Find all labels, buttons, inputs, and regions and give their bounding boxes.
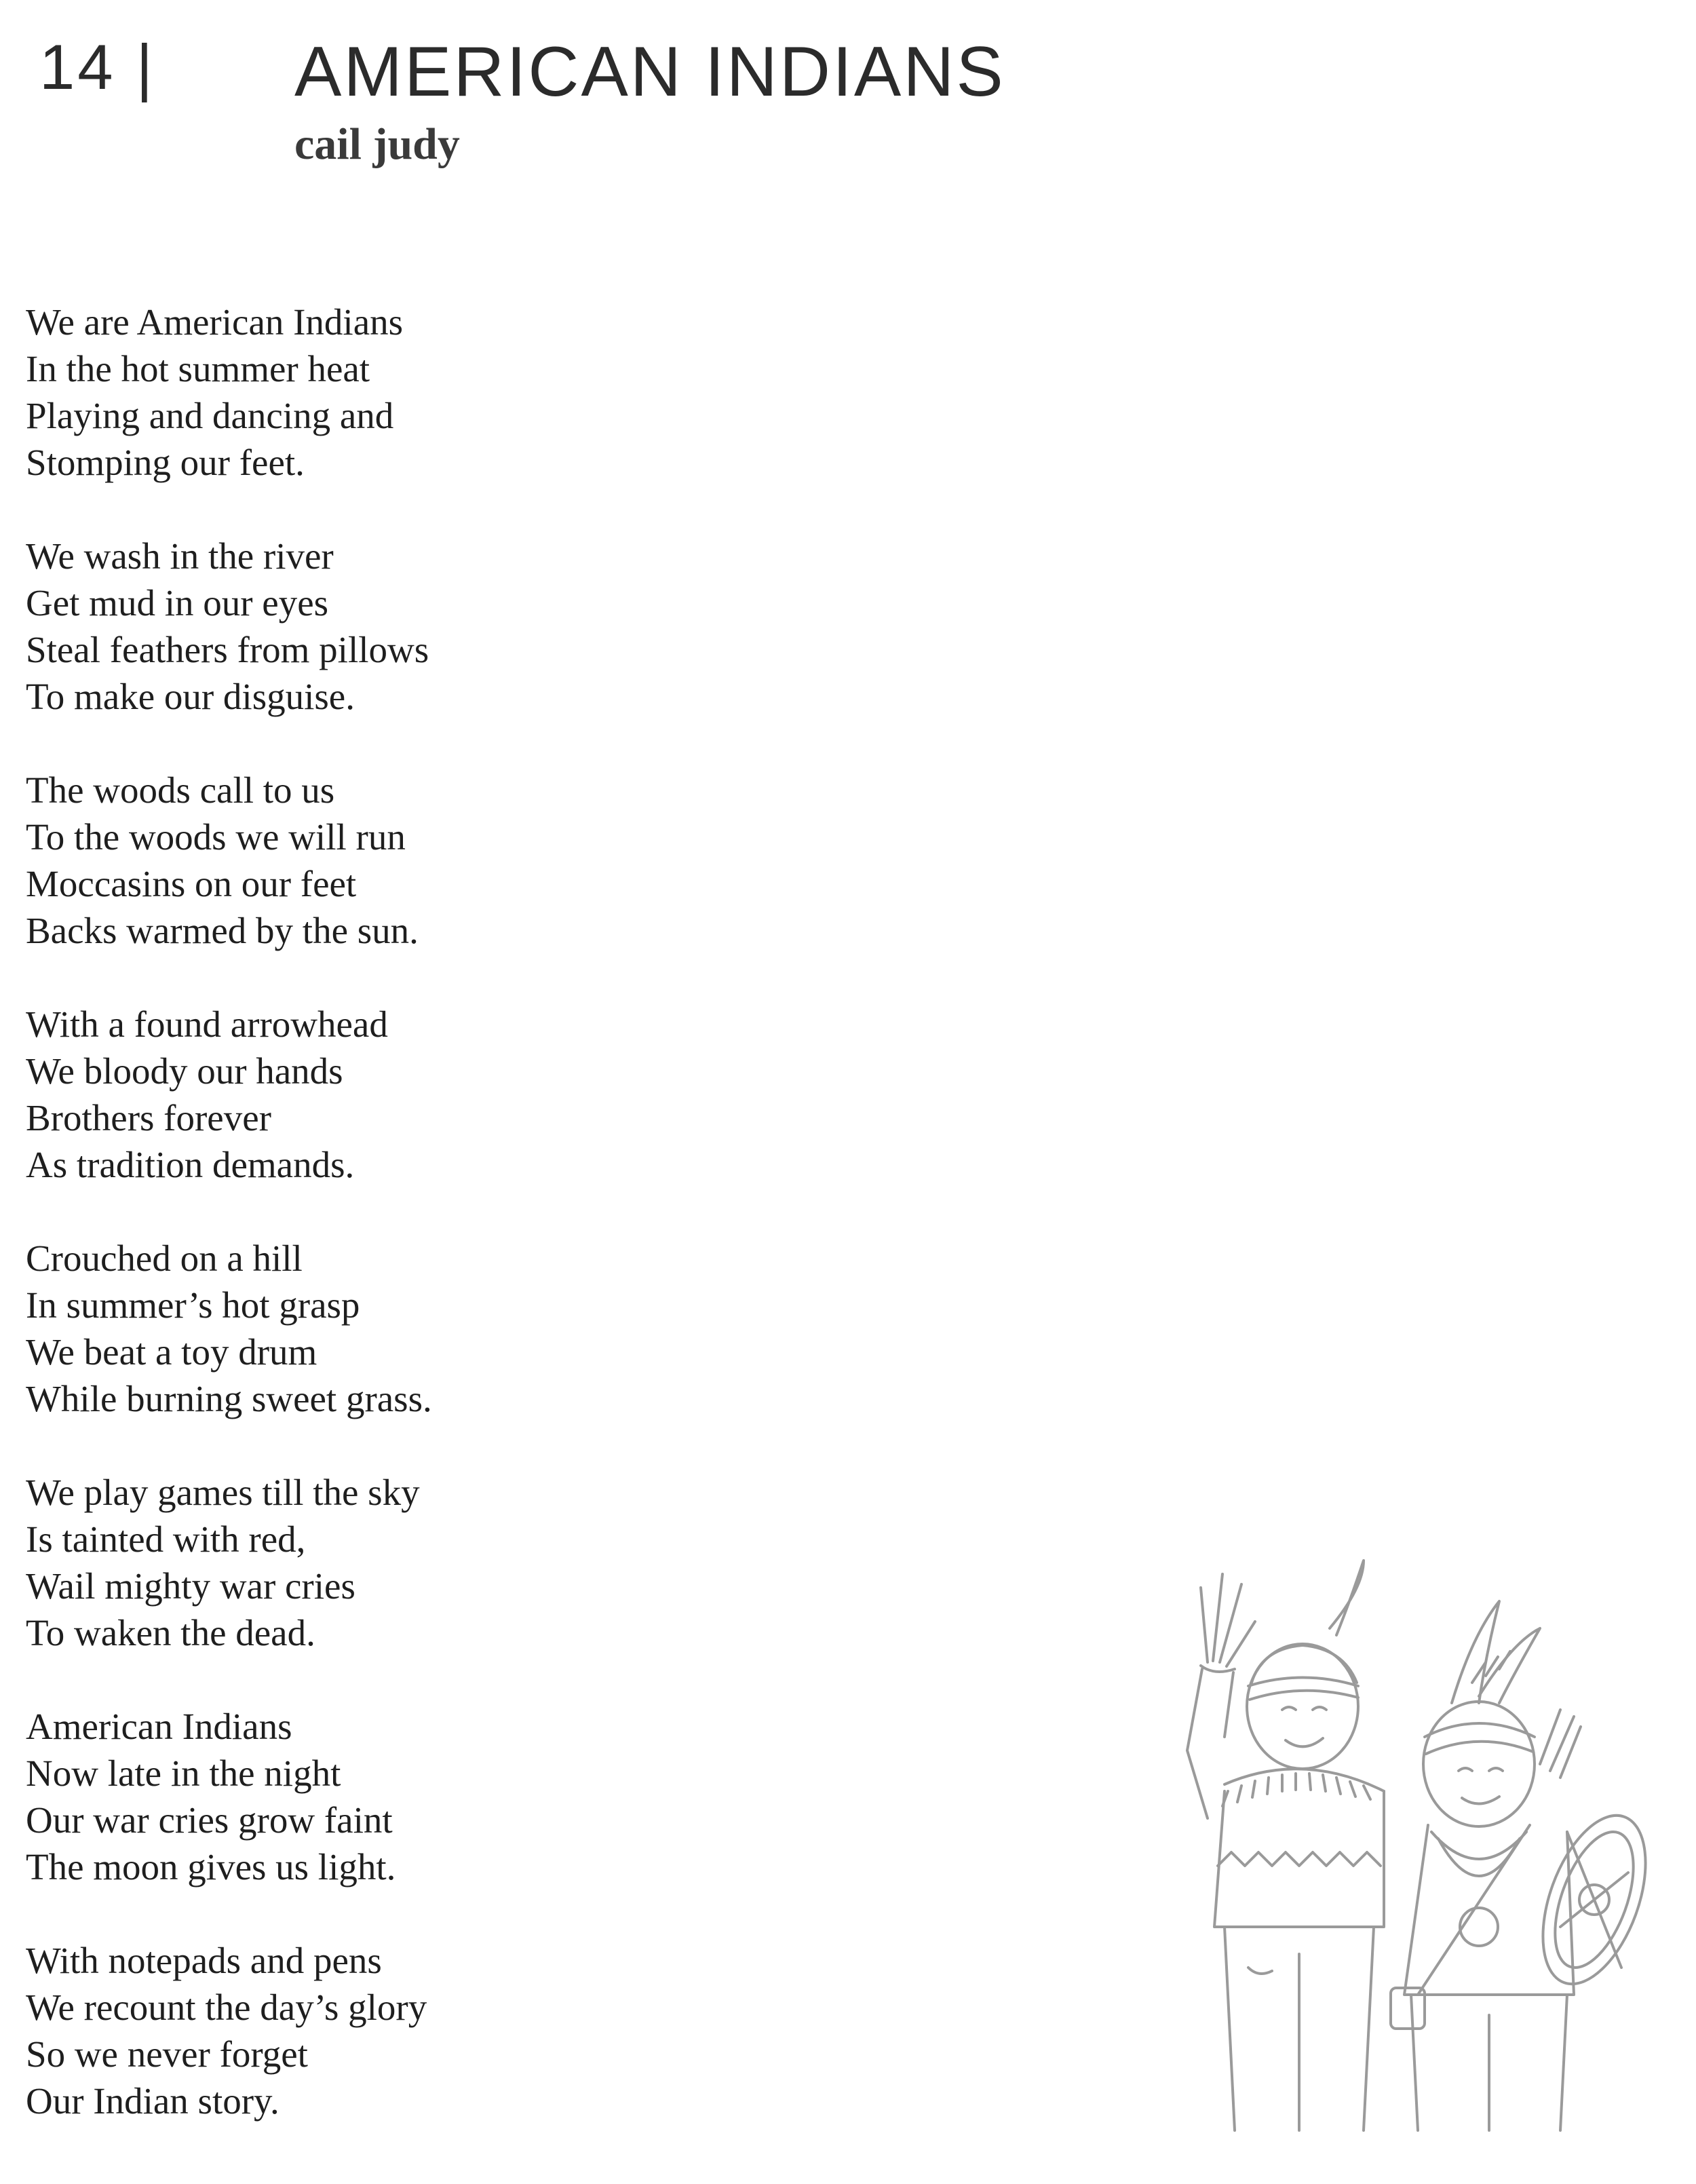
poem-body bbox=[26, 299, 541, 2171]
poem-title: AMERICAN INDIANS bbox=[294, 33, 1005, 111]
poem-line: As tradition demands. bbox=[26, 1144, 355, 1185]
poem-line: Stomping our feet. bbox=[26, 442, 305, 483]
stanza-3 bbox=[26, 767, 541, 954]
stanza-1 bbox=[26, 299, 541, 486]
poem-line: To waken the dead. bbox=[26, 1612, 315, 1653]
poem-line: With notepads and pens bbox=[26, 1940, 382, 1981]
poem-line: Moccasins on our feet bbox=[26, 863, 357, 904]
poem-line: We wash in the river bbox=[26, 535, 334, 577]
left-child-figure bbox=[1187, 1560, 1384, 2130]
stanza-6 bbox=[26, 1469, 541, 1656]
poem-line: In the hot summer heat bbox=[26, 348, 370, 389]
poem-line: To make our disguise. bbox=[26, 676, 355, 717]
stanza-2 bbox=[26, 533, 541, 720]
poem-line: Brothers forever bbox=[26, 1097, 271, 1138]
poem-line: To the woods we will run bbox=[26, 816, 406, 858]
stanza-4 bbox=[26, 1001, 541, 1188]
children-illustration bbox=[1160, 1547, 1649, 2137]
poem-line: We are American Indians bbox=[26, 301, 404, 343]
poem-line: American Indians bbox=[26, 1706, 292, 1747]
poem-line: Wail mighty war cries bbox=[26, 1565, 355, 1607]
stanza-8 bbox=[26, 1937, 541, 2124]
poem-line: We play games till the sky bbox=[26, 1472, 420, 1513]
poem-line: So we never forget bbox=[26, 2033, 308, 2075]
poem-author: cail judy bbox=[294, 119, 460, 169]
poem-line: We recount the day’s glory bbox=[26, 1987, 427, 2028]
poem-line: The moon gives us light. bbox=[26, 1846, 396, 1888]
stanza-5 bbox=[26, 1235, 541, 1422]
poem-line: Is tainted with red, bbox=[26, 1518, 306, 1560]
poem-line: Our war cries grow faint bbox=[26, 1799, 393, 1841]
poem-line: Backs warmed by the sun. bbox=[26, 910, 419, 951]
poem-line: We bloody our hands bbox=[26, 1050, 343, 1092]
poem-line: Now late in the night bbox=[26, 1752, 341, 1794]
poem-line: In summer’s hot grasp bbox=[26, 1284, 360, 1326]
poem-line: The woods call to us bbox=[26, 769, 335, 811]
poem-line: Steal feathers from pillows bbox=[26, 629, 429, 670]
poem-line: Get mud in our eyes bbox=[26, 582, 329, 624]
poem-line: Crouched on a hill bbox=[26, 1238, 303, 1279]
poem-line: Our Indian story. bbox=[26, 2080, 280, 2122]
poem-line: With a found arrowhead bbox=[26, 1003, 388, 1045]
poem-line: While burning sweet grass. bbox=[26, 1378, 432, 1419]
right-child-figure bbox=[1391, 1601, 1649, 2130]
poem-line: We beat a toy drum bbox=[26, 1331, 317, 1373]
poem-line: Playing and dancing and bbox=[26, 395, 394, 436]
stanza-7 bbox=[26, 1703, 541, 1890]
page-number: 14 | bbox=[39, 31, 156, 102]
